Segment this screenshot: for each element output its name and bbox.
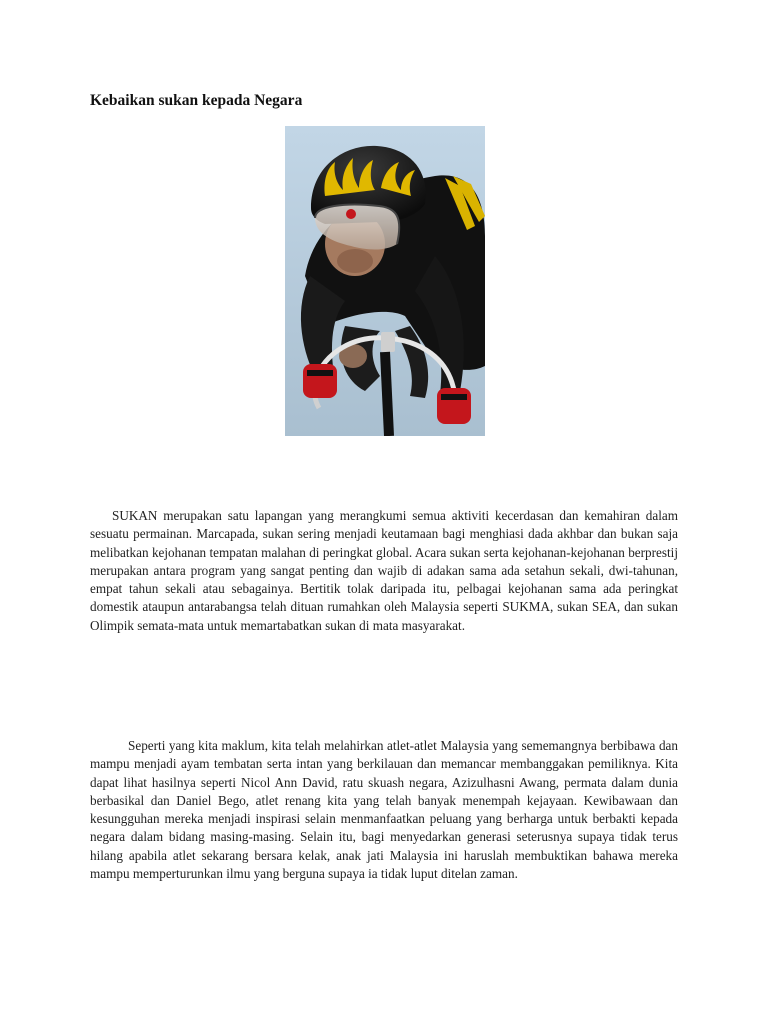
cyclist-photo xyxy=(285,126,485,436)
paragraph-1: SUKAN merupakan satu lapangan yang merangkumi semua aktiviti kecerdasan dan kemahiran dalam sesuatu permainan. Marcapada, sukan sering menjadi keutamaan bagi menghiasi dada akhbar dan bukan saja melibatkan kejohanan tempatan malahan di peringkat global. Acara sukan serta kejohanan-kejohanan berprestij merupakan antara program yang sangat penting dan wajib di adakan sama ada setahun sekali, dwi-tahunan, empat tahun sekali atau sebagainya. Bertitik tolak daripada itu, pelbagai kejohanan sama ada peringkat domestik ataupun antarabangsa telah dituan rumahkan oleh Malaysia seperti SUKMA, sukan SEA, dan sukan Olimpik semata-mata untuk memartabatkan sukan di mata masyarakat. xyxy=(90,508,678,633)
cyclist-illustration xyxy=(285,126,485,436)
paragraph-2: Seperti yang kita maklum, kita telah melahirkan atlet-atlet Malaysia yang sememangnya berbibawa dan mampu menjadi ayam tembatan serta intan yang berkilauan dan memancar membanggakan pemiliknya. Kita dapat lihat hasilnya seperti Nicol Ann David, ratu skuash negara, Azizulhasni Awang, permata dalam dunia berbasikal dan Daniel Bego, atlet renang kita yang telah banyak menempah kejayaan. Kewibawaan dan kesungguhan mereka menjadi inspirasi selain menmanfaatkan peluang yang berharga untuk berbakti kepada negara dalam bidang masing-masing. Selain itu, bagi menyedarkan generasi seterusnya supaya tidak terus hilang apabila atlet sekarang bersara kelak, anak jati Malaysia ini haruslah membuktikan bahawa mereka mampu memperturunkan ilmu yang berguna supaya ia tidak luput ditelan zaman. xyxy=(90,738,678,882)
page-title: Kebaikan sukan kepada Negara xyxy=(90,92,303,109)
